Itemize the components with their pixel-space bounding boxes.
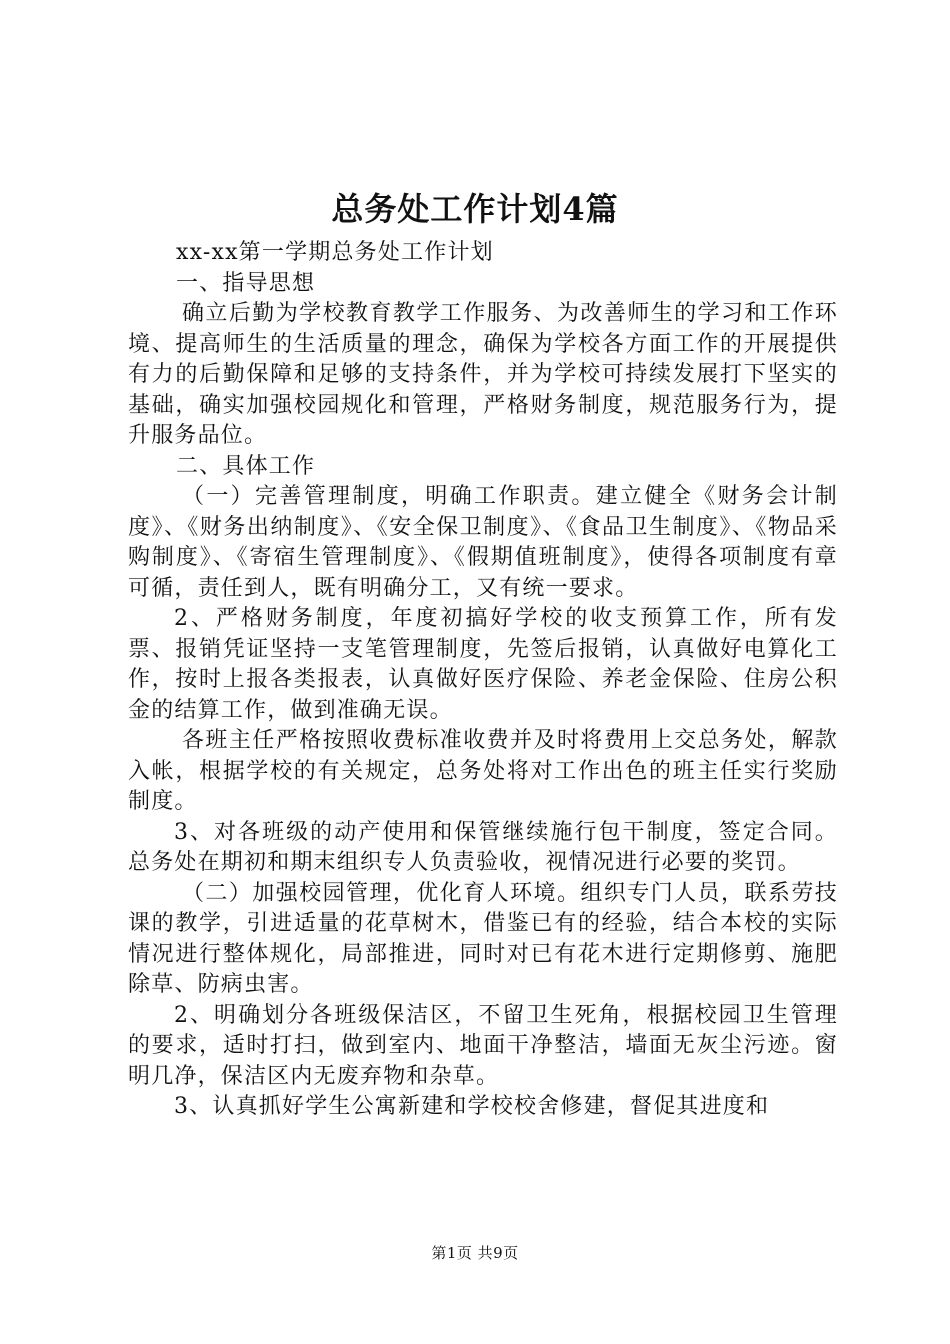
paragraph-cleaning-zones: 2、明确划分各班级保洁区，不留卫生死角，根据校园卫生管理的要求，适时打扫，做到室内、地面干净整洁，墙面无灰尘污迹。窗明几净，保洁区内无废弃物和杂草。 [128, 1002, 838, 1089]
paragraph-dormitory-construction: 3、认真抓好学生公寓新建和学校校舍修建，督促其进度和 [174, 1094, 770, 1119]
page-number-footer: 第1页 共9页 [431, 1244, 519, 1262]
paragraph-class-fees: 各班主任严格按照收费标准收费并及时将费用上交总务处，解款入帐，根据学校的有关规定，总务处将对工作出色的班主任实行奖励制度。 [128, 728, 838, 814]
document-body [128, 238, 838, 1123]
paragraph-asset-contract: 3、对各班级的动产使用和保管继续施行包干制度，签定合同。总务处在期初和期末组织专人负责验收，视情况进行必要的奖罚。 [128, 819, 838, 875]
paragraph-section-2-heading: 二、具体工作 [176, 453, 316, 479]
paragraph-campus-management: （二）加强校园管理，优化育人环境。组织专门人员，联系劳技课的教学，引进适量的花草树木，借鉴已有的经验，结合本校的实际情况进行整体规化，局部推进，同时对已有花木进行定期修剪、施肥除草、防病虫害。 [128, 880, 838, 997]
paragraph-term-heading: xx-xx第一学期总务处工作计划 [176, 240, 494, 265]
paragraph-management-system: （一）完善管理制度，明确工作职责。建立健全《财务会计制度》、《财务出纳制度》、《安全保卫制度》、《食品卫生制度》、《物品采购制度》、《寄宿生管理制度》、《假期值班制度》，使得各项制度有章可循，责任到人，既有明确分工，又有统一要求。 [128, 484, 838, 601]
paragraph-guiding-thought: 确立后勤为学校教育教学工作服务、为改善师生的学习和工作环境、提高师生的生活质量的理念，确保为学校各方面工作的开展提供有力的后勤保障和足够的支持条件，并为学校可持续发展打下坚实的基础，确实加强校园规化和管理，严格财务制度，规范服务行为，提升服务品位。 [128, 301, 838, 448]
document-title: 总务处工作计划4篇 [331, 190, 619, 228]
paragraph-section-1-heading: 一、指导思想 [176, 270, 316, 296]
paragraph-finance-system: 2、严格财务制度，年度初搞好学校的收支预算工作，所有发票、报销凭证坚持一支笔管理制度，先签后报销，认真做好电算化工作，按时上报各类报表，认真做好医疗保险、养老金保险、住房公积金的结算工作，做到准确无误。 [128, 606, 838, 723]
